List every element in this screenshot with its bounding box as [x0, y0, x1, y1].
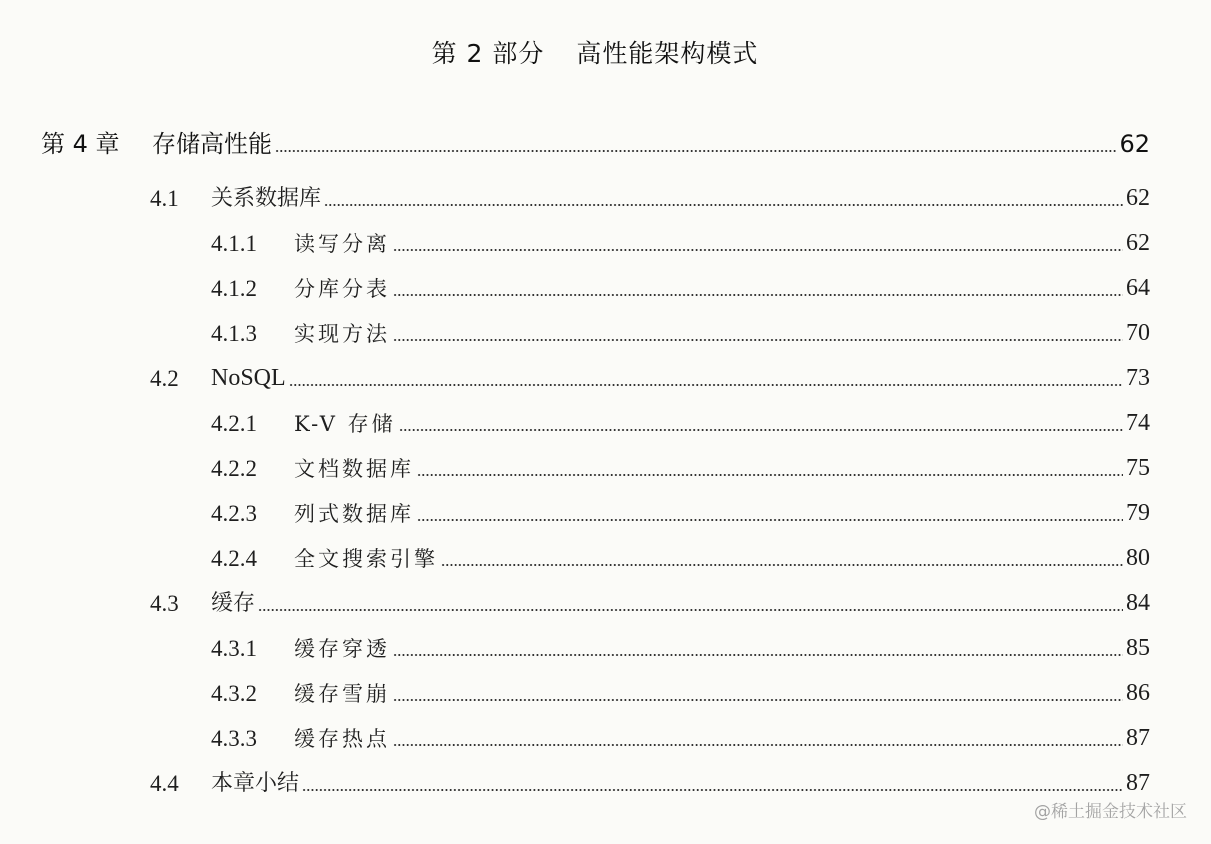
section-title: NoSQL	[211, 365, 286, 391]
chapter-title: 存储高性能	[152, 130, 272, 158]
part-label: 第 2 部分	[431, 39, 545, 68]
subsection-title: 文档数据库	[294, 457, 414, 481]
section-number: 4.3	[150, 591, 179, 616]
dot-leader	[393, 699, 1123, 701]
section-page-number: 62	[1126, 185, 1150, 211]
subsection-page-number: 87	[1126, 725, 1150, 751]
subsection-title: 读写分离	[294, 232, 390, 256]
subsection-title: 缓存热点	[294, 727, 390, 751]
subsection-number: 4.2.4	[211, 546, 257, 571]
subsection-page-number: 70	[1126, 320, 1150, 346]
subsection-title: K-V 存储	[294, 412, 396, 436]
dot-leader	[393, 744, 1123, 746]
dot-leader	[441, 564, 1123, 566]
toc-section-row[interactable]	[150, 581, 1150, 615]
watermark: @稀土掘金技术社区	[1034, 802, 1187, 822]
toc-chapter-row[interactable]	[41, 122, 1150, 156]
subsection-page-number: 79	[1126, 500, 1150, 526]
section-number: 4.2	[150, 366, 179, 391]
section-page-number: 73	[1126, 365, 1150, 391]
dot-leader	[393, 654, 1123, 656]
section-title: 缓存	[211, 591, 256, 616]
dot-leader	[258, 609, 1123, 611]
subsection-page-number: 62	[1126, 230, 1150, 256]
subsection-page-number: 74	[1126, 410, 1150, 436]
part-title: 高性能架构模式	[576, 39, 759, 68]
dot-leader	[393, 249, 1123, 251]
subsection-number: 4.3.1	[211, 636, 257, 661]
section-title: 本章小结	[211, 771, 300, 796]
section-page-number: 87	[1126, 770, 1150, 796]
subsection-number: 4.3.3	[211, 726, 257, 751]
subsection-number: 4.2.1	[211, 411, 257, 436]
chapter-number: 第 4 章	[41, 130, 120, 158]
subsection-title: 列式数据库	[294, 502, 414, 526]
subsection-title: 实现方法	[294, 322, 390, 346]
section-number: 4.1	[150, 186, 179, 211]
section-page-number: 84	[1126, 590, 1150, 616]
dot-leader	[417, 474, 1123, 476]
dot-leader	[399, 429, 1123, 431]
toc-subsection-row[interactable]	[211, 716, 1150, 750]
toc-section-row[interactable]	[150, 356, 1150, 390]
subsection-number: 4.2.3	[211, 501, 257, 526]
subsection-title: 缓存雪崩	[294, 682, 390, 706]
part-heading	[0, 34, 1190, 70]
subsection-number: 4.1.3	[211, 321, 257, 346]
toc-subsection-row[interactable]	[211, 446, 1150, 480]
dot-leader	[393, 339, 1123, 341]
toc-subsection-row[interactable]	[211, 536, 1150, 570]
toc-subsection-row[interactable]	[211, 626, 1150, 660]
toc-subsection-row[interactable]	[211, 401, 1150, 435]
subsection-number: 4.2.2	[211, 456, 257, 481]
subsection-page-number: 85	[1126, 635, 1150, 661]
dot-leader	[393, 294, 1123, 296]
chapter-page-number: 62	[1119, 130, 1150, 158]
toc-section-row[interactable]	[150, 761, 1150, 795]
toc-subsection-row[interactable]	[211, 221, 1150, 255]
subsection-title: 全文搜索引擎	[294, 547, 438, 571]
dot-leader	[324, 204, 1123, 206]
toc-subsection-row[interactable]	[211, 266, 1150, 300]
subsection-title: 缓存穿透	[294, 637, 390, 661]
subsection-number: 4.1.1	[211, 231, 257, 256]
subsection-number: 4.3.2	[211, 681, 257, 706]
dot-leader	[275, 150, 1116, 152]
subsection-page-number: 64	[1126, 275, 1150, 301]
toc-subsection-row[interactable]	[211, 671, 1150, 705]
dot-leader	[417, 519, 1123, 521]
section-number: 4.4	[150, 771, 179, 796]
subsection-title: 分库分表	[294, 277, 390, 301]
toc-subsection-row[interactable]	[211, 311, 1150, 345]
toc-section-row[interactable]	[150, 176, 1150, 210]
subsection-page-number: 75	[1126, 455, 1150, 481]
subsection-page-number: 80	[1126, 545, 1150, 571]
subsection-page-number: 86	[1126, 680, 1150, 706]
section-title: 关系数据库	[211, 186, 322, 211]
dot-leader	[302, 789, 1123, 791]
dot-leader	[289, 384, 1123, 386]
toc-subsection-row[interactable]	[211, 491, 1150, 525]
subsection-number: 4.1.2	[211, 276, 257, 301]
